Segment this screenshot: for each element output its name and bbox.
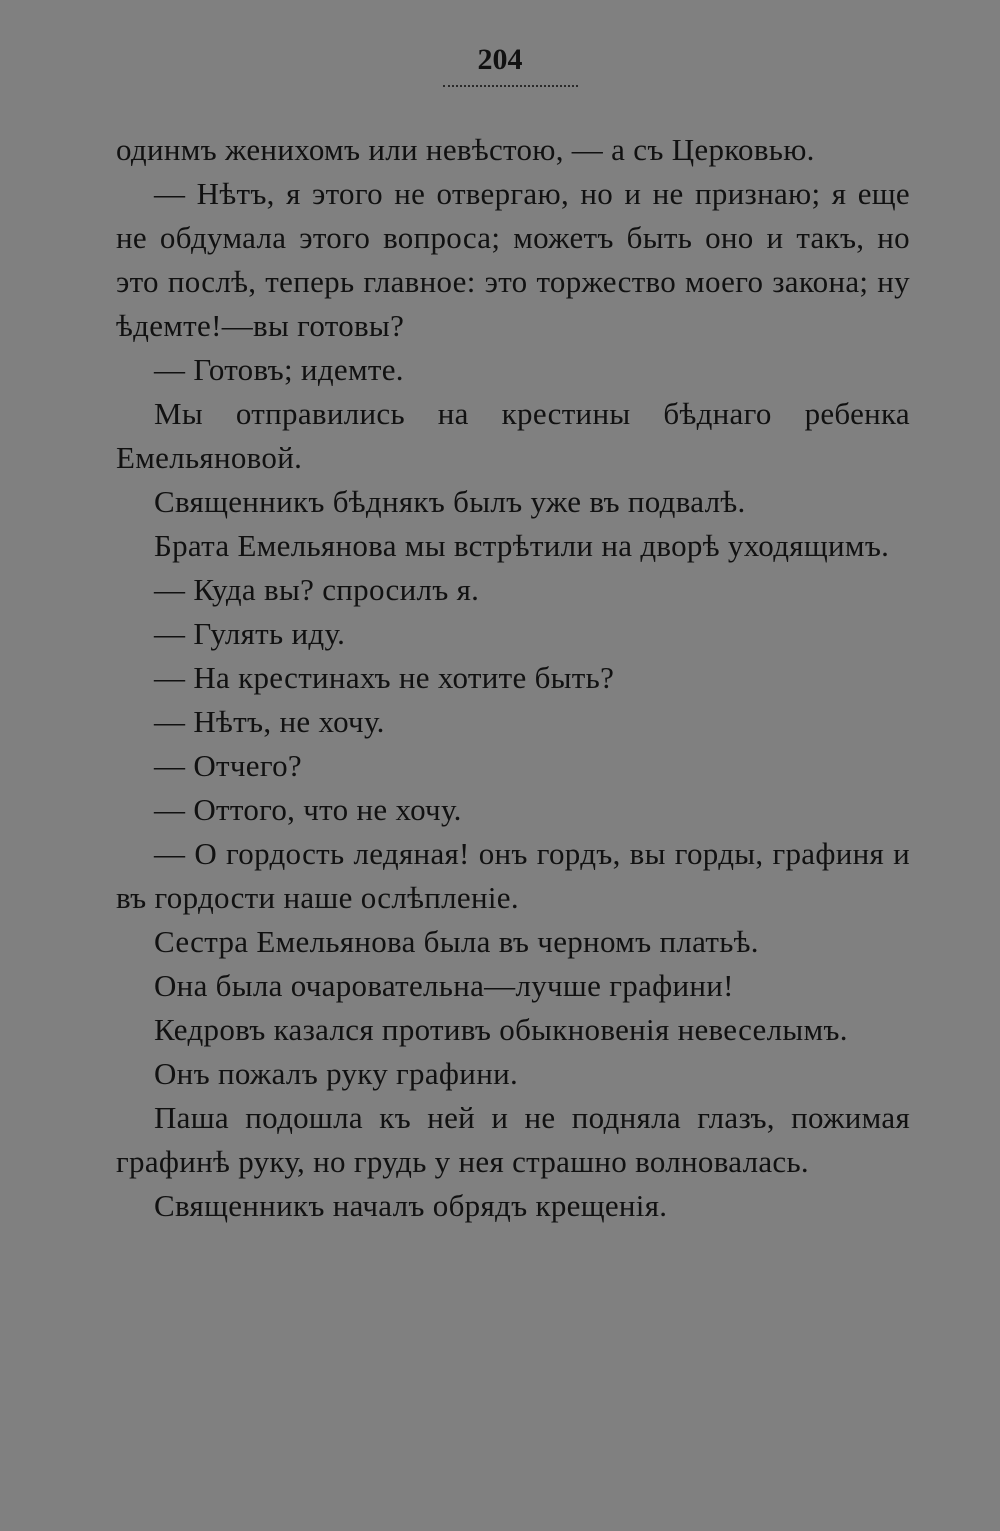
paragraph: Кедровъ казался противъ обыкновенія невеселымъ.	[154, 1012, 848, 1047]
paragraph: Мы отправились на крестины бѣднаго ребенка Емельяновой.	[116, 396, 910, 475]
paragraph: Паша подошла къ ней и не подняла глазъ, пожимая графинѣ руку, но грудь у нея страшно волновалась.	[116, 1100, 910, 1179]
paragraph: — На крестинахъ не хотите быть?	[154, 660, 615, 695]
paragraph: Онъ пожалъ руку графини.	[154, 1056, 519, 1091]
paragraph: — Нѣтъ, не хочу.	[154, 704, 385, 739]
paragraph: — О гордость ледяная! онъ гордъ, вы горды, графиня и въ гордости наше ослѣпленіе.	[116, 836, 910, 915]
paragraph: — Готовъ; идемте.	[154, 352, 404, 387]
body-text	[116, 128, 910, 1228]
page-number: 204	[477, 43, 523, 76]
paragraph: — Куда вы? спросилъ я.	[154, 572, 480, 607]
paragraph: — Отчего?	[154, 748, 302, 783]
paragraph: одинмъ женихомъ или невѣстою, — а съ Церковью.	[116, 132, 815, 167]
header-rule	[443, 85, 578, 87]
paragraph: — Оттого, что не хочу.	[154, 792, 462, 827]
paragraph: Священникъ началъ обрядъ крещенія.	[154, 1188, 668, 1223]
paragraph: — Гулять иду.	[154, 616, 346, 651]
paragraph: Сестра Емельянова была въ черномъ платьѣ.	[154, 924, 759, 959]
paragraph: Брата Емельянова мы встрѣтили на дворѣ уходящимъ.	[154, 528, 890, 563]
paragraph: Она была очаровательна—лучше графини!	[154, 968, 734, 1003]
paragraph: — Нѣтъ, я этого не отвергаю, но и не признаю; я еще не обдумала этого вопроса; можетъ быть оно и такъ, но это послѣ, теперь главное: это торжество моего закона; ну ѣдемте!—вы готовы?	[116, 176, 910, 343]
paragraph: Священникъ бѣднякъ былъ уже въ подвалѣ.	[154, 484, 746, 519]
